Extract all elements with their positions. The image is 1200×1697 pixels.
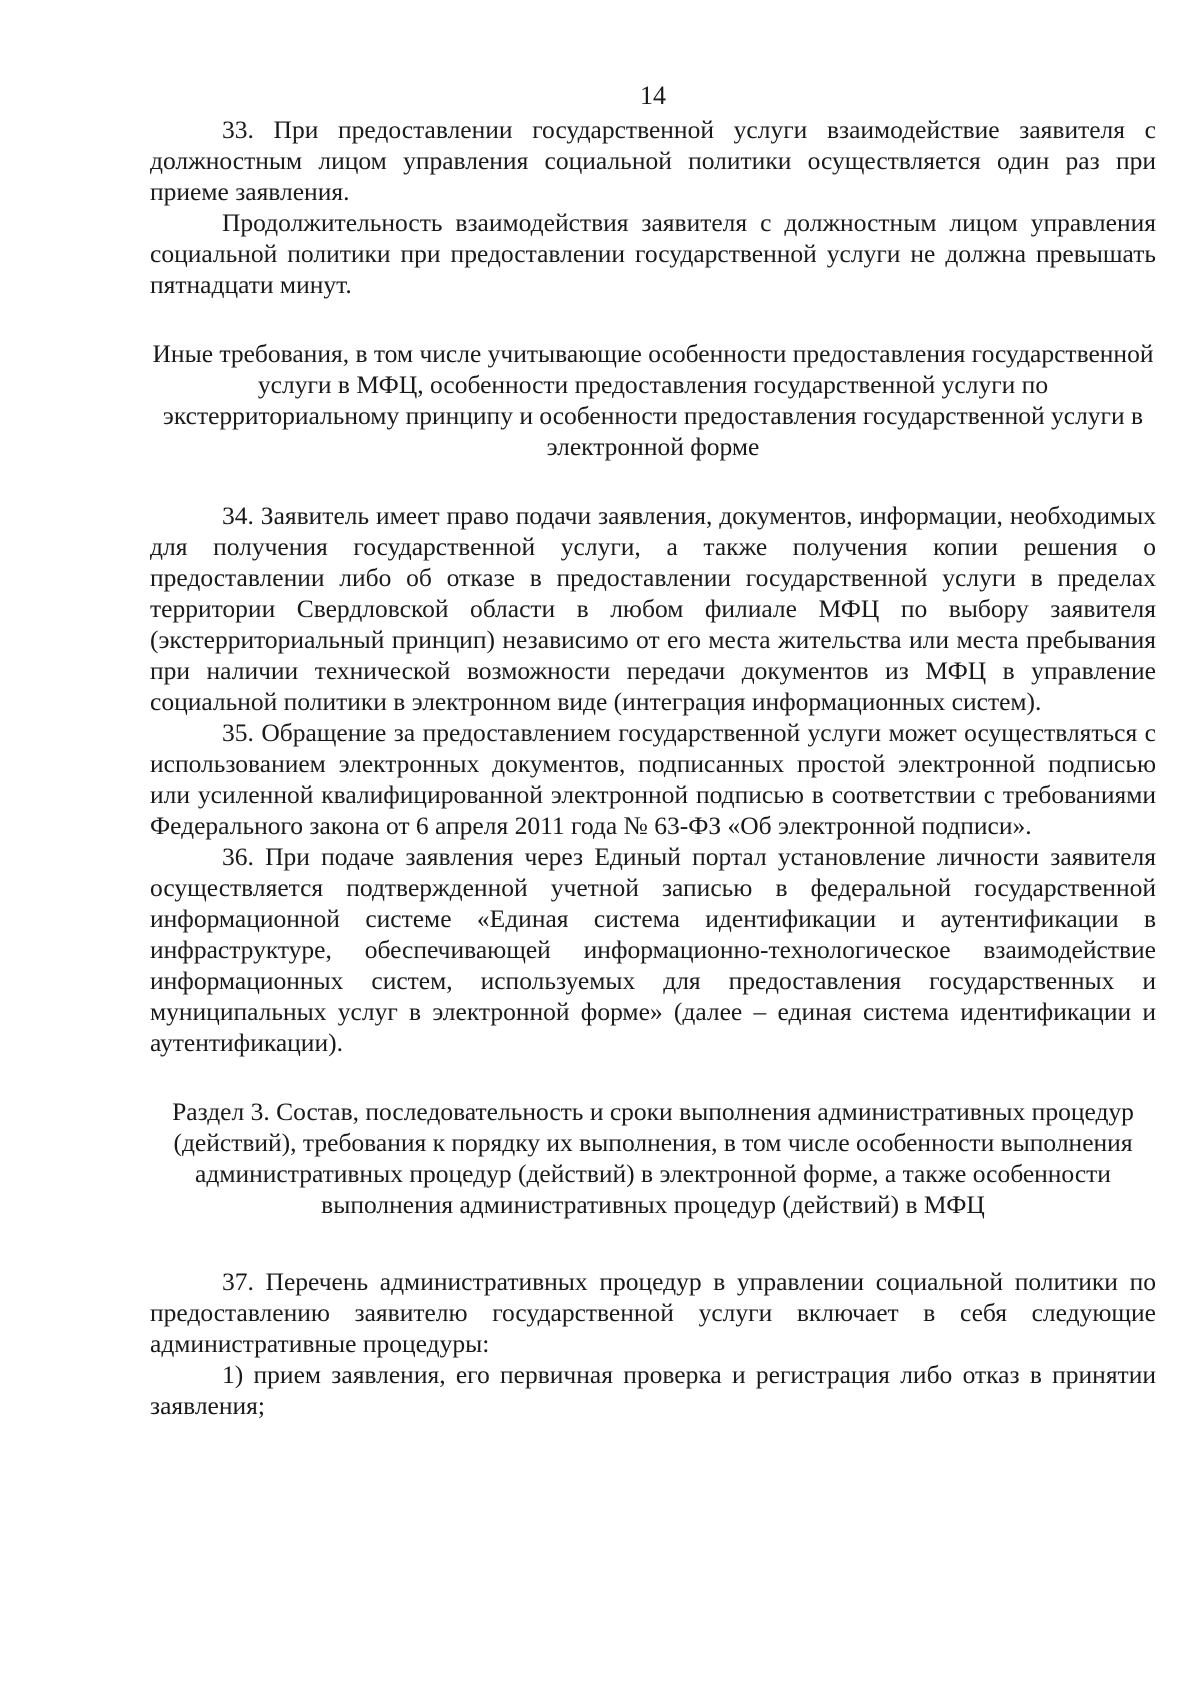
paragraph-37-item-1: 1) прием заявления, его первичная проверка и регистрация либо отказ в принятии заявления;	[150, 1360, 1156, 1420]
section-3-heading: Раздел 3. Состав, последовательность и сроки выполнения административных процедур (действий), требования к порядку их выполнения, в том числе особенности выполнения административных процедур (действий) в электронной форме, а также особенности выполнения административных процедур (действий) в МФЦ	[172, 1097, 1134, 1219]
paragraph-34: 34. Заявитель имеет право подачи заявления, документов, информации, необходимых для получения государственной услуги, а также получения копии решения о предоставлении либо об отказе в предоставлении государственной услуги в пределах территории Свердловской области в любом филиале МФЦ по выбору заявителя (экстерриториальный принцип) независимо от его места жительства или места пребывания при наличии технической возможности передачи документов из МФЦ в управление социальной политики в электронном виде (интеграция информационных систем).	[150, 501, 1156, 716]
paragraph-37: 37. Перечень административных процедур в управлении социальной политики по предоставлению заявителю государственной услуги включает в себя следующие административные процедуры:	[150, 1267, 1156, 1358]
paragraph-35: 35. Обращение за предоставлением государственной услуги может осуществляться с использованием электронных документов, подписанных простой электронной подписью или усиленной квалифицированной электронной подписью в соответствии с требованиями Федерального закона от 6 апреля 2011 года № 63-ФЗ «Об электронной подписи».	[150, 718, 1156, 840]
paragraph-33: 33. При предоставлении государственной услуги взаимодействие заявителя с должностным лицом управления социальной политики осуществляется один раз при приеме заявления.	[150, 115, 1156, 206]
paragraph-33-duration: Продолжительность взаимодействия заявителя с должностным лицом управления социальной политики при предоставлении государственной услуги не должна превышать пятнадцати минут.	[150, 208, 1156, 299]
document-body	[150, 114, 1156, 1421]
document-page	[150, 0, 1156, 1697]
paragraph-36: 36. При подаче заявления через Единый портал установление личности заявителя осуществляется подтвержденной учетной записью в федеральной государственной информационной системе «Единая система идентификации и аутентификации в инфраструктуре, обеспечивающей информационно-технологическое взаимодействие информационных систем, используемых для предоставления государственных и муниципальных услуг в электронной форме» (далее – единая система идентификации и аутентификации).	[150, 842, 1156, 1057]
subsection-heading: Иные требования, в том числе учитывающие особенности предоставления государственной услуги в МФЦ, особенности предоставления государственной услуги по экстерриториальному принципу и особенности предоставления государственной услуги в электронной форме	[152, 339, 1154, 461]
page-number: 14	[640, 81, 666, 110]
